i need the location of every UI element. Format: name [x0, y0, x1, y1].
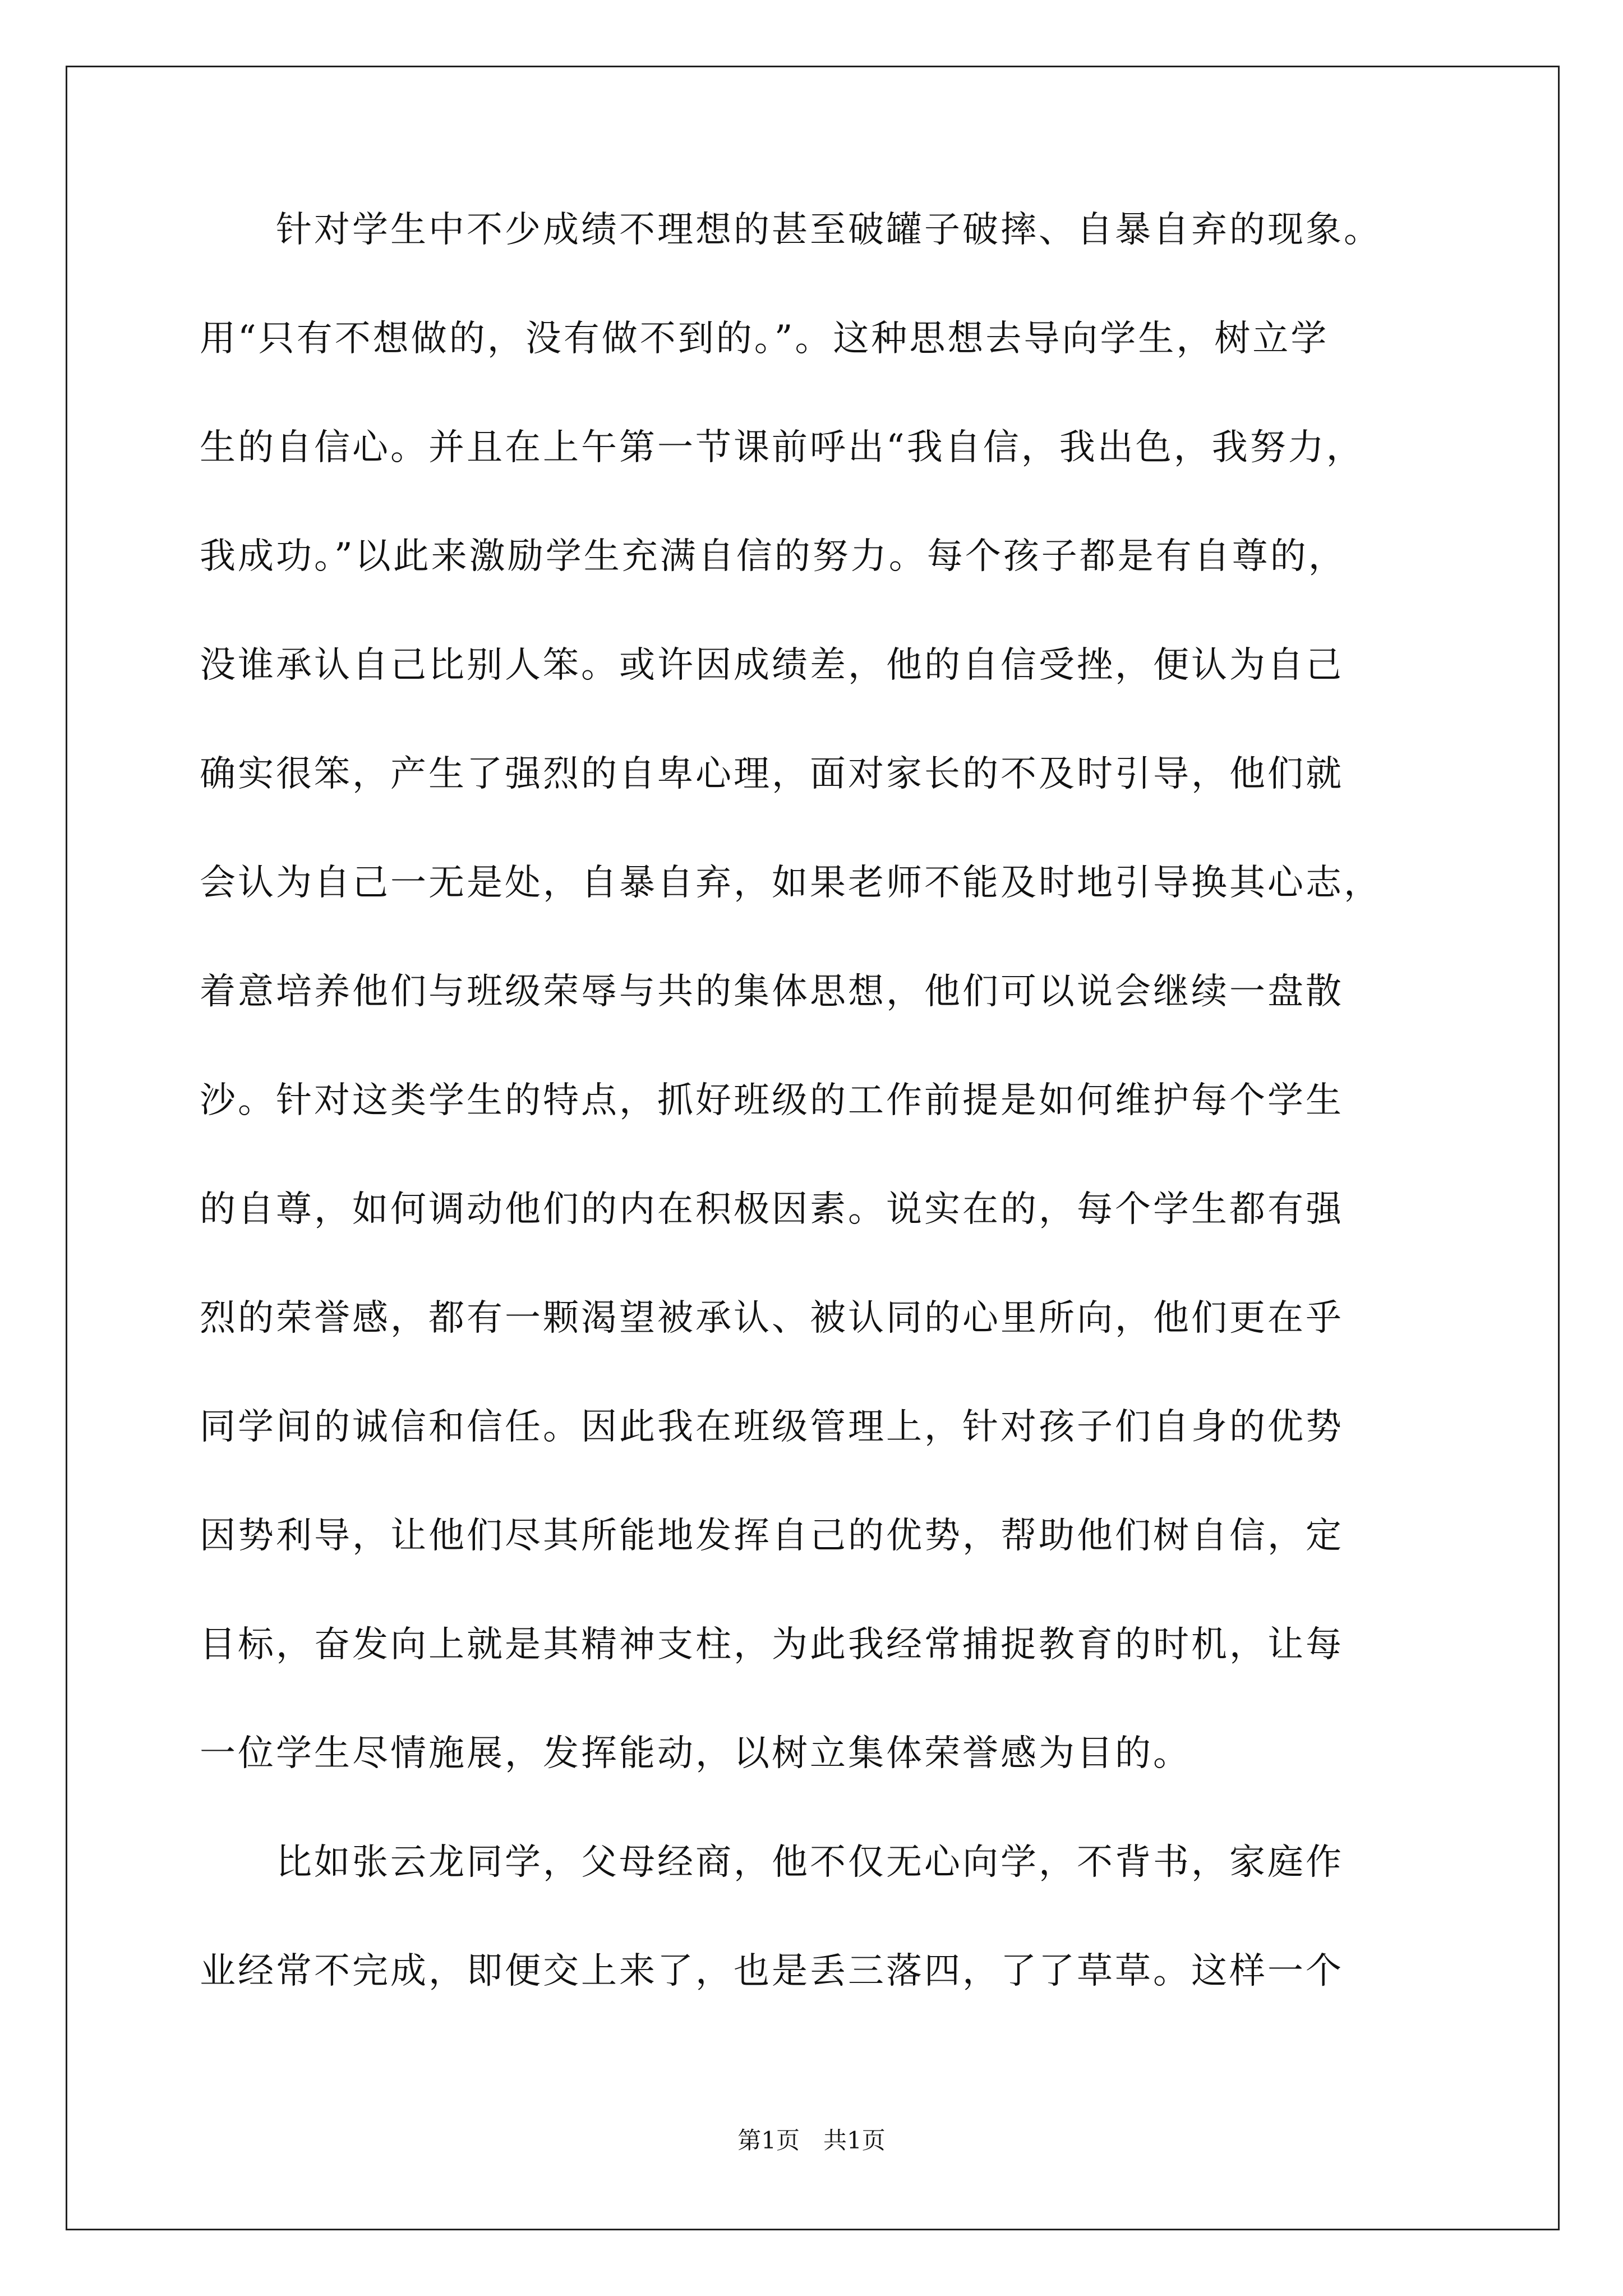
text-line: 用“只有不想做的，没有做不到的。”。这种思想去导向学生，树立学	[200, 318, 1329, 360]
text-line: 比如张云龙同学，父母经商，他不仅无心向学，不背书，家庭作	[200, 1842, 1344, 1883]
page-number: 第1页 共1页	[737, 2127, 886, 2154]
text-line: 业经常不完成，即便交上来了，也是丢三落四，了了草草。这样一个	[200, 1950, 1344, 1992]
text-line: 目标，奋发向上就是其精神支柱，为此我经常捕捉教育的时机，让每	[200, 1624, 1344, 1665]
text-line: 会认为自己一无是处，自暴自弃，如果老师不能及时地引导换其心志，	[200, 862, 1382, 904]
page-border	[66, 66, 1560, 2230]
text-line: 同学间的诚信和信任。因此我在班级管理上，针对孩子们自身的优势	[200, 1406, 1344, 1448]
text-line: 没谁承认自己比别人笨。或许因成绩差，他的自信受挫，便认为自己	[200, 645, 1344, 686]
text-line: 因势利导，让他们尽其所能地发挥自己的优势，帮助他们树自信，定	[200, 1515, 1344, 1557]
text-line: 生的自信心。并且在上午第一节课前呼出“我自信，我出色，我努力，	[200, 427, 1364, 468]
text-line: 的自尊，如何调动他们的内在积极因素。说实在的，每个学生都有强	[200, 1189, 1344, 1230]
text-line: 针对学生中不少成绩不理想的甚至破罐子破摔、自暴自弃的现象。	[200, 209, 1382, 251]
text-line: 沙。针对这类学生的特点，抓好班级的工作前提是如何维护每个学生	[200, 1080, 1344, 1121]
text-line: 着意培养他们与班级荣辱与共的集体思想，他们可以说会继续一盘散	[200, 971, 1344, 1013]
text-line: 我成功。”以此来激励学生充满自信的努力。每个孩子都是有自尊的，	[200, 536, 1347, 577]
text-line: 一位学生尽情施展，发挥能动，以树立集体荣誉感为目的。	[200, 1733, 1191, 1774]
text-line: 确实很笨，产生了强烈的自卑心理，面对家长的不及时引导，他们就	[200, 753, 1344, 795]
text-line: 烈的荣誉感，都有一颗渴望被承认、被认同的心里所向，他们更在乎	[200, 1297, 1344, 1339]
